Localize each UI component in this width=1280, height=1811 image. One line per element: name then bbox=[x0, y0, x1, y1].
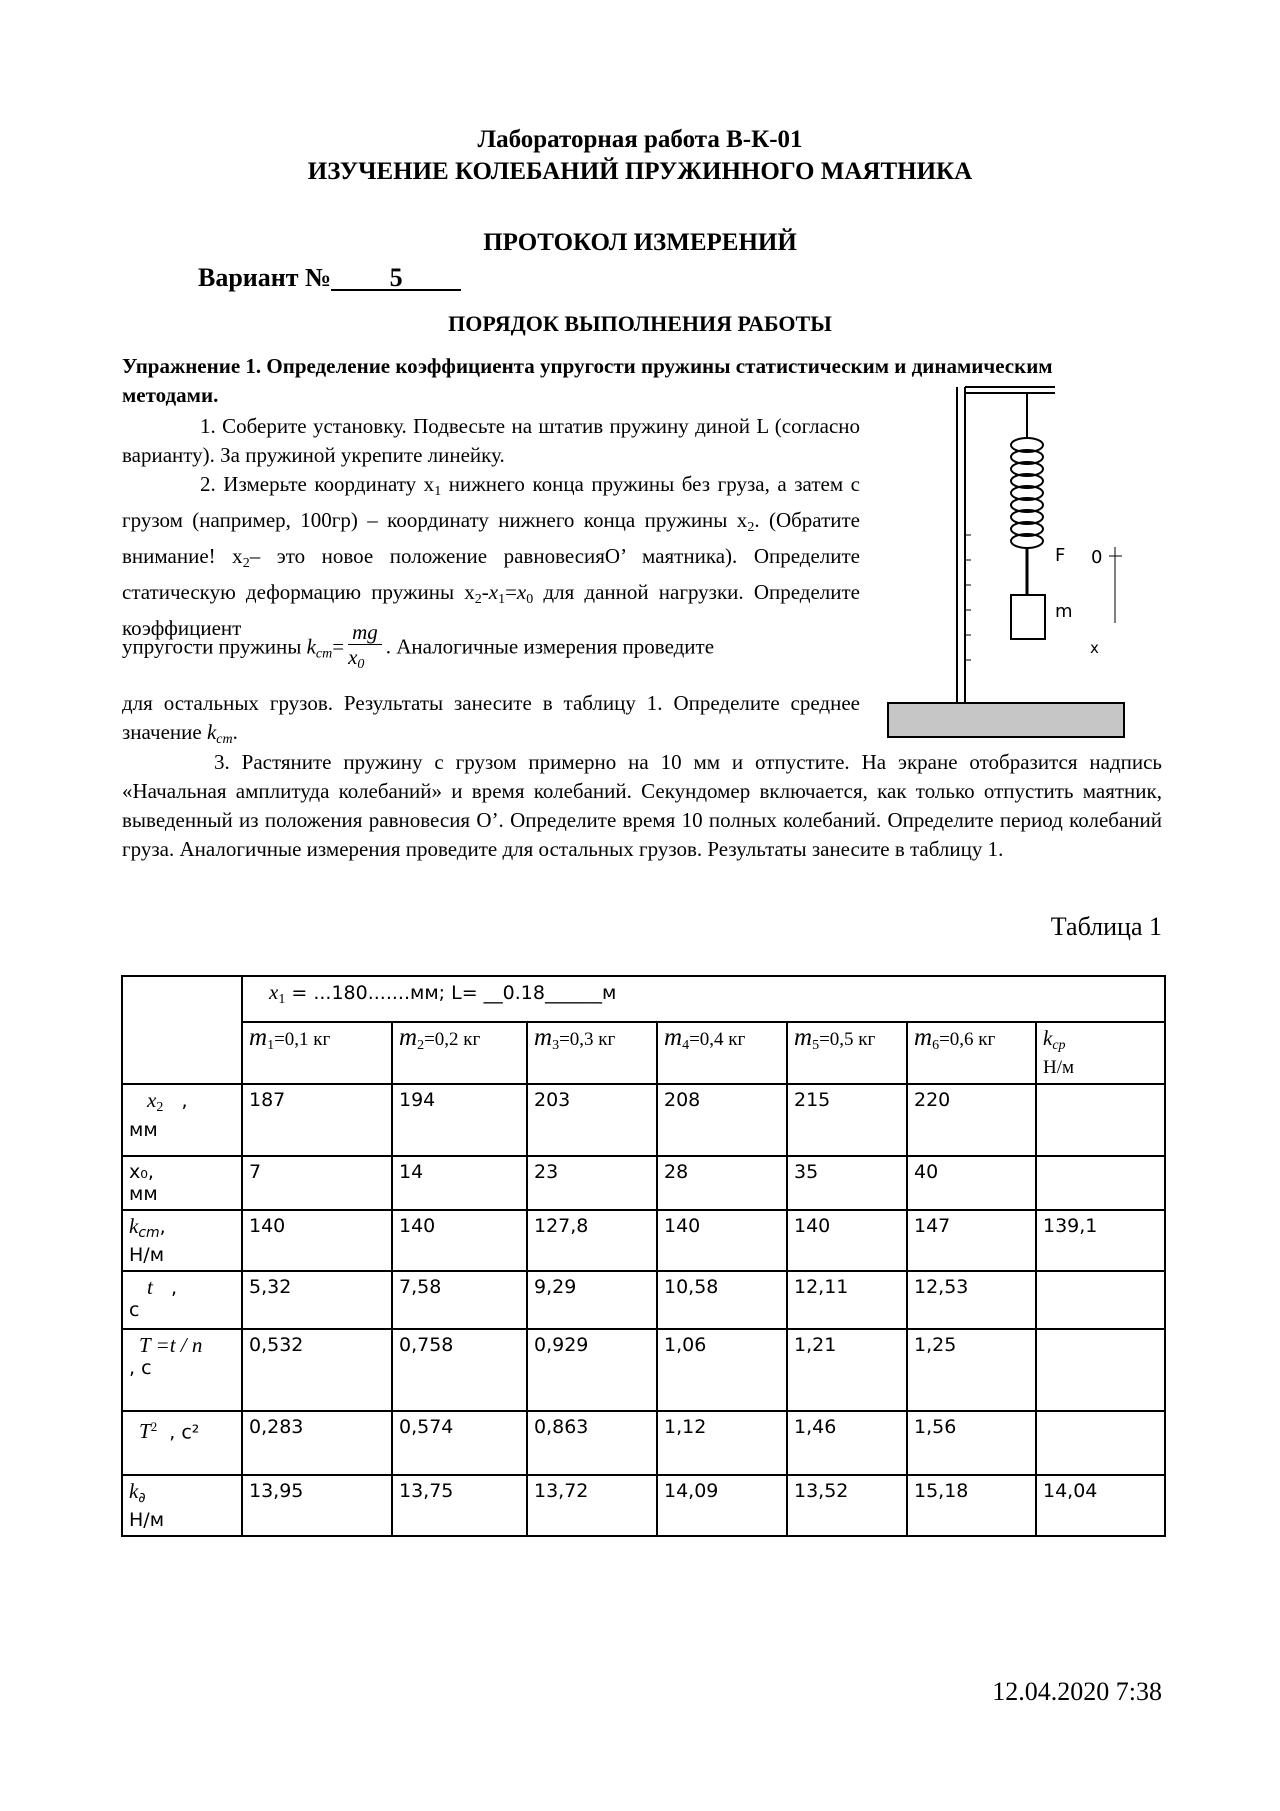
table-cell: 208 bbox=[657, 1084, 787, 1156]
x1-header-text: = ...180.......мм; L= __0.18______м bbox=[291, 982, 617, 1004]
table-cell: 0,532 bbox=[242, 1329, 392, 1411]
table-cell: 1,46 bbox=[787, 1411, 907, 1475]
label-x: x bbox=[1090, 639, 1099, 657]
formula-prefix: упругости пружины bbox=[122, 634, 302, 659]
table-cell: 1,12 bbox=[657, 1411, 787, 1475]
table-cell: 0,283 bbox=[242, 1411, 392, 1475]
label-m: m bbox=[1055, 601, 1073, 622]
table-cell: 14,04 bbox=[1036, 1475, 1165, 1536]
variant-label: Вариант № bbox=[198, 263, 332, 292]
table-cell: 40 bbox=[907, 1156, 1036, 1210]
table-cell: 0,863 bbox=[527, 1411, 657, 1475]
formula-line: упругости пружины $k_{cm}=$ $\frac{mg}{x_0}$ . Аналогичные измерения проведите bbox=[122, 620, 860, 677]
table-cell: 215 bbox=[787, 1084, 907, 1156]
table-cell: 12,53 bbox=[907, 1271, 1036, 1329]
table-cell: 14 bbox=[392, 1156, 527, 1210]
table-cell: 127,8 bbox=[527, 1210, 657, 1271]
mass-1: $m_1=0,1$ кг bbox=[242, 1022, 392, 1084]
table-cell: 14,09 bbox=[657, 1475, 787, 1536]
table-caption: Таблица 1 bbox=[1050, 912, 1162, 941]
row-label-t2: $T^2$ , с² bbox=[122, 1411, 242, 1475]
table-cell: 1,21 bbox=[787, 1329, 907, 1411]
variant-value: 5 bbox=[331, 267, 461, 291]
table-cell bbox=[1036, 1156, 1165, 1210]
table-cell: 187 bbox=[242, 1084, 392, 1156]
table-cell: 0,929 bbox=[527, 1329, 657, 1411]
step-2-part-a: 2. Измерьте координату x bbox=[200, 472, 435, 496]
table-cell: 5,32 bbox=[242, 1271, 392, 1329]
table-cell: 203 bbox=[527, 1084, 657, 1156]
spring-pendulum-figure bbox=[880, 385, 1142, 745]
table-cell: 13,95 bbox=[242, 1475, 392, 1536]
formula-denominator: x bbox=[348, 645, 358, 669]
step-3-text: 3. Растяните пружину с грузом примерно на 10 мм и отпустите. На экране отобразится надпись «Начальная амплитуда колебаний» и время колебаний. Секундомер включается, как только отпустить маятник, выведенный из положения равновесия О’. Определите время 10 полных колебаний. Определите период колебаний груза. Аналогичные измерения проведите для остальных грузов. Результаты занесите в таблицу 1. bbox=[122, 750, 1162, 861]
row-label-kcm: $k_{cm}$, Н/м bbox=[122, 1210, 242, 1271]
table-cell: 28 bbox=[657, 1156, 787, 1210]
table-cell: 140 bbox=[657, 1210, 787, 1271]
table-cell: 15,18 bbox=[907, 1475, 1036, 1536]
table-cell: 194 bbox=[392, 1084, 527, 1156]
lab-title: Лабораторная работа В-К-01 bbox=[477, 126, 803, 153]
step-2: 2. Измерьте координату $x_1$ нижнего конца пружины без груза, а затем с грузом (например, 100гр) – координату нижнего конца пружины $x_2$. (Обратите внимание! $x_2-$ это новое положение равновесияО’ маятника). Определите статическую деформацию пружины $x_2-x_1=x_0$ для данной нагрузки. Определите коэффициент bbox=[122, 472, 860, 640]
table-cell: 7 bbox=[242, 1156, 392, 1210]
table-row bbox=[122, 1329, 1165, 1411]
table-cell: 35 bbox=[787, 1156, 907, 1210]
table-cell bbox=[1036, 1084, 1165, 1156]
step-2-part-c: . (Обратите внимание! x bbox=[122, 508, 860, 568]
table-cell: 12,11 bbox=[787, 1271, 907, 1329]
table-cell: 140 bbox=[242, 1210, 392, 1271]
table-cell bbox=[1036, 1271, 1165, 1329]
exercise-title: Упражнение 1. Определение коэффициента упругости пружины статистическим и динамическим методами. bbox=[122, 354, 1053, 407]
row-label-t: t , с bbox=[122, 1271, 242, 1329]
mass-3: $m_3=0,3$ кг bbox=[527, 1022, 657, 1084]
variant-line bbox=[198, 263, 461, 293]
table-cell: 1,25 bbox=[907, 1329, 1036, 1411]
table-cell: 139,1 bbox=[1036, 1210, 1165, 1271]
table-cell: 140 bbox=[787, 1210, 907, 1271]
mass-2: $m_2=0,2$ кг bbox=[392, 1022, 527, 1084]
table-cell: 9,29 bbox=[527, 1271, 657, 1329]
label-f: F bbox=[1055, 545, 1066, 566]
topic-title: ИЗУЧЕНИЕ КОЛЕБАНИЙ ПРУЖИННОГО МАЯТНИКА bbox=[307, 158, 973, 185]
step-2-part-e: для данной нагрузки. Определите коэффициент bbox=[122, 580, 860, 640]
table-cell: 1,56 bbox=[907, 1411, 1036, 1475]
row-label-x0: x₀, мм bbox=[122, 1156, 242, 1210]
formula-numerator: mg bbox=[348, 620, 382, 645]
row-label-kd: $k_\partial$ Н/м bbox=[122, 1475, 242, 1536]
step-1 bbox=[122, 412, 860, 470]
table-cell: 23 bbox=[527, 1156, 657, 1210]
row-label-period: T =t / n , с bbox=[122, 1329, 242, 1411]
table-cell: 13,75 bbox=[392, 1475, 527, 1536]
table-cell: 220 bbox=[907, 1084, 1036, 1156]
table-cell bbox=[1036, 1411, 1165, 1475]
table-cell: 140 bbox=[392, 1210, 527, 1271]
table-row bbox=[122, 1411, 1165, 1475]
formula-fraction: $\frac{mg}{x_0}$ bbox=[348, 620, 382, 677]
table-cell: 13,72 bbox=[527, 1475, 657, 1536]
table-row bbox=[122, 1210, 1165, 1271]
step-3 bbox=[122, 748, 1162, 864]
table-cell: 1,06 bbox=[657, 1329, 787, 1411]
order-heading: ПОРЯДОК ВЫПОЛНЕНИЯ РАБОТЫ bbox=[448, 311, 832, 336]
table-header-top bbox=[122, 976, 1165, 1022]
table-cell: 10,58 bbox=[657, 1271, 787, 1329]
table-cell: 13,52 bbox=[787, 1475, 907, 1536]
measurement-table bbox=[121, 975, 1166, 1537]
kavg-header: $k_{cp}$ Н/м bbox=[1036, 1022, 1165, 1084]
footer-datetime: 12.04.2020 7:38 bbox=[992, 1677, 1162, 1706]
table-cell: 7,58 bbox=[392, 1271, 527, 1329]
step-2-end-text: для остальных грузов. Результаты занесите в таблицу 1. Определите среднее значение bbox=[122, 691, 860, 744]
table-row bbox=[122, 1156, 1165, 1210]
table-header-masses bbox=[122, 1022, 1165, 1084]
table-cell: 147 bbox=[907, 1210, 1036, 1271]
spring-icon bbox=[1011, 438, 1043, 548]
step-2-part-d: – это новое положение равновесияО’ маятника). Определите статическую деформацию пружины x bbox=[122, 544, 860, 604]
table-cell: 0,758 bbox=[392, 1329, 527, 1411]
table-row bbox=[122, 1084, 1165, 1156]
x1-header: $x_1 = ...180.......мм$; L= __0.18______м bbox=[242, 976, 1165, 1022]
table-cell bbox=[1036, 1329, 1165, 1411]
table-row bbox=[122, 1475, 1165, 1536]
table-cell: 0,574 bbox=[392, 1411, 527, 1475]
step-2-part-b: нижнего конца пружины без груза, а затем с грузом (например, 100гр) – координату нижнего конца пружины x bbox=[122, 472, 860, 532]
mass-6: $m_6=0,6$ кг bbox=[907, 1022, 1036, 1084]
table-row bbox=[122, 1271, 1165, 1329]
mass-5: $m_5=0,5$ кг bbox=[787, 1022, 907, 1084]
step-2-end: для остальных грузов. Результаты занесите в таблицу 1. Определите среднее значение $k_{cm}$. bbox=[122, 691, 860, 747]
step-1-text: 1. Соберите установку. Подвесьте на штатив пружину диной L (согласно варианту). За пружиной укрепите линейку. bbox=[122, 414, 860, 467]
protocol-title: ПРОТОКОЛ ИЗМЕРЕНИЙ bbox=[483, 229, 797, 256]
label-zero: 0 bbox=[1091, 547, 1103, 568]
corner-cell bbox=[122, 976, 242, 1084]
row-label-x2: $x_2$ , мм bbox=[122, 1084, 242, 1156]
mass-4: $m_4=0,4$ кг bbox=[657, 1022, 787, 1084]
formula-suffix: . Аналогичные измерения проведите bbox=[385, 634, 715, 659]
